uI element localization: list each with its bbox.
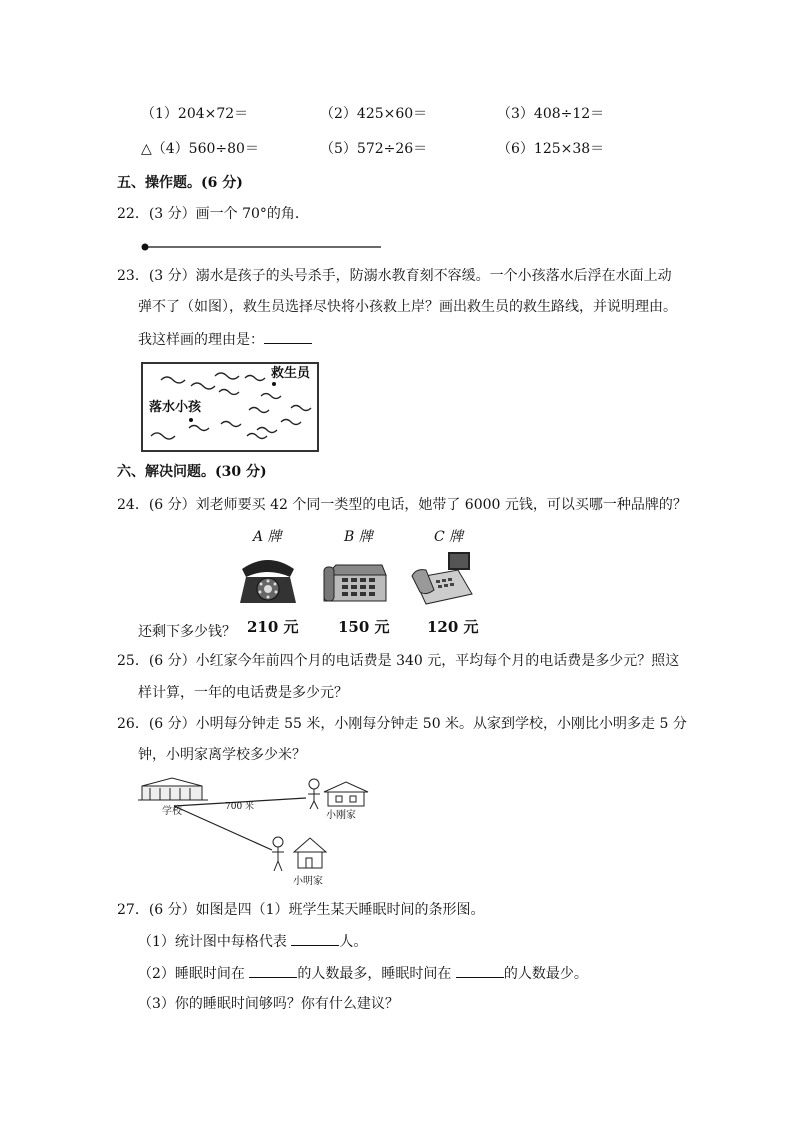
q26-line1: 26．(6 分）小明每分钟走 55 米，小刚每分钟走 50 米。从家到学校，小刚比小明多走 5 分 <box>117 716 687 732</box>
calc-6: （6）125×38＝ <box>497 141 605 157</box>
price-c: 120 元 <box>427 618 479 636</box>
q22-text: 22．(3 分）画一个 70°的角． <box>117 206 309 222</box>
section6-title: 六、解决问题。(30 分) <box>117 464 267 480</box>
q23-line1: 23．(3 分）溺水是孩子的头号杀手，防溺水教育刻不容缓。一个小孩落水后浮在水面上动 <box>117 268 672 284</box>
q26-line2: 钟，小明家离学校多少米？ <box>138 747 306 763</box>
calc-3: （3）408÷12＝ <box>497 106 605 122</box>
keypad-phone-icon <box>320 553 390 609</box>
route-map <box>138 772 378 894</box>
q23-line3: 我这样画的理由是： <box>138 329 312 350</box>
brand-b: B 牌 <box>344 529 373 545</box>
brand-a: A 牌 <box>253 529 282 545</box>
lifeguard-label: 救生员 <box>271 366 311 381</box>
fax-phone-icon <box>410 548 476 610</box>
calc-5: （5）572÷26＝ <box>320 141 428 157</box>
q27-blank3 <box>456 963 504 978</box>
q25-line2: 样计算，一年的电话费是多少元？ <box>138 685 348 701</box>
q27-text: 27．(6 分）如图是四（1）班学生某天睡眠时间的条形图。 <box>117 902 485 918</box>
q27-blank1 <box>291 931 339 946</box>
xiaoming-home-label: 小明家 <box>293 876 323 887</box>
pool-figure <box>141 362 319 452</box>
q27-part1: （1）统计图中每格代表 人。 <box>138 931 367 952</box>
section5-title: 五、操作题。(6 分) <box>117 175 243 191</box>
q23-line2: 弹不了（如图），救生员选择尽快将小孩救上岸？画出救生员的救生路线，并说明理由。 <box>138 299 677 315</box>
q25-line1: 25．(6 分）小红家今年前四个月的电话费是 340 元，平均每个月的电话费是多少元？照这 <box>117 653 680 669</box>
q27-part2: （2）睡眠时间在 的人数最多，睡眠时间在 的人数最少。 <box>138 963 588 984</box>
q27-part3: （3）你的睡眠时间够吗？你有什么建议？ <box>138 996 399 1012</box>
ray-figure <box>138 240 388 254</box>
school-label: 学校 <box>162 806 182 817</box>
brand-c: C 牌 <box>434 529 464 545</box>
q24-text: 24．(6 分）刘老师要买 42 个同一类型的电话，她带了 6000 元钱，可以买哪一种品牌的？ <box>117 497 687 513</box>
distance-label: 700 米 <box>225 802 255 812</box>
rotary-phone-icon <box>236 553 300 609</box>
price-b: 150 元 <box>338 618 390 636</box>
calc-4: △（4）560÷80＝ <box>141 141 259 157</box>
calc-1: （1）204×72＝ <box>141 106 249 122</box>
child-label: 落水小孩 <box>149 400 202 415</box>
q27-blank2 <box>249 963 297 978</box>
xiaogang-home-label: 小刚家 <box>326 810 356 821</box>
calc-2: （2）425×60＝ <box>320 106 428 122</box>
reason-blank <box>264 329 312 344</box>
q24-tail: 还剩下多少钱？ <box>138 624 236 640</box>
price-a: 210 元 <box>247 618 299 636</box>
